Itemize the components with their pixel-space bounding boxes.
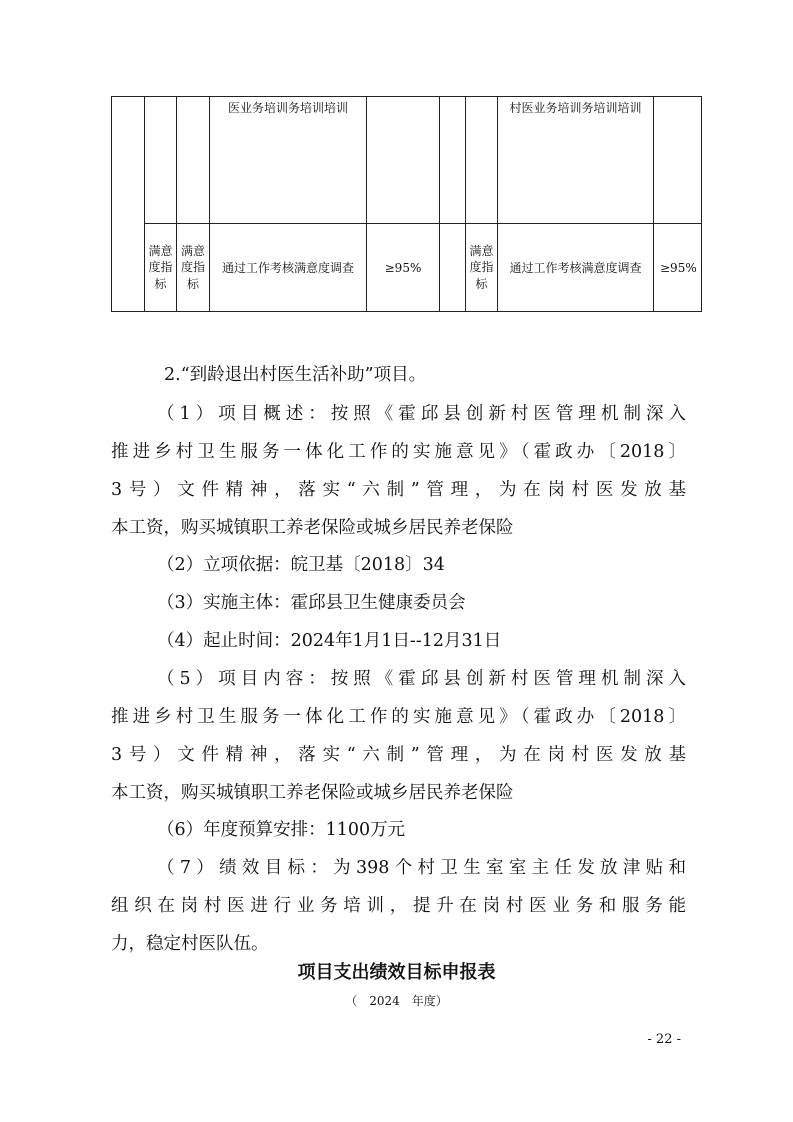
paragraph-line: （5）项目内容：按照《霍邱县创新村医管理机制深入 bbox=[157, 669, 686, 689]
satisfaction-text-left: 通过工作考核满意度调查 bbox=[210, 224, 367, 312]
paragraph-line: 力，稳定村医队伍。 bbox=[111, 934, 269, 954]
paragraph-line: 本工资，购买城镇职工养老保险或城乡居民养老保险 bbox=[111, 783, 514, 803]
table-cell-empty bbox=[112, 97, 145, 312]
paragraph-line: 推进乡村卫生服务一体化工作的实施意见》（霍政办〔2018〕 bbox=[111, 707, 686, 727]
paragraph-line: （1）项目概述：按照《霍邱县创新村医管理机制深入 bbox=[157, 404, 686, 424]
paragraph-line: （6）年度预算安排：1100万元 bbox=[157, 820, 406, 840]
table-cell-empty bbox=[440, 97, 466, 224]
table-row bbox=[112, 224, 702, 312]
table-row bbox=[112, 97, 702, 224]
paragraph-line: 组织在岗村医进行业务培训，提升在岗村医业务和服务能 bbox=[111, 896, 686, 916]
paragraph-line: 3号）文件精神，落实“六制”管理，为在岗村医发放基 bbox=[111, 480, 686, 500]
satisfaction-indicator-label: 满意度指标 bbox=[177, 224, 210, 312]
page-number: - 22 - bbox=[647, 1032, 681, 1047]
paragraph-line: （3）实施主体：霍邱县卫生健康委员会 bbox=[157, 593, 466, 613]
table-cell-empty bbox=[177, 97, 210, 224]
indicator-text-right: 村医业务培训务培训培训 bbox=[498, 97, 654, 224]
table-cell-empty bbox=[145, 97, 177, 224]
table-cell-empty bbox=[466, 97, 498, 224]
table-cell-empty bbox=[654, 97, 702, 224]
paragraph-line: （4）起止时间：2024年1月1日--12月31日 bbox=[157, 631, 502, 651]
satisfaction-indicator-label: 满意度指标 bbox=[466, 224, 498, 312]
satisfaction-value-left: ≥95% bbox=[367, 224, 440, 312]
paragraph-line: 推进乡村卫生服务一体化工作的实施意见》（霍政办〔2018〕 bbox=[111, 442, 686, 462]
paragraph-line: 本工资，购买城镇职工养老保险或城乡居民养老保险 bbox=[111, 518, 514, 538]
report-title: 项目支出绩效目标申报表 bbox=[297, 962, 496, 983]
table-cell-empty bbox=[367, 97, 440, 224]
indicator-text-left: 医业务培训务培训培训 bbox=[210, 97, 367, 224]
section-heading: 2.“到龄退出村医生活补助”项目。 bbox=[164, 365, 427, 385]
paragraph-line: （7）绩效目标：为398个村卫生室室主任发放津贴和 bbox=[157, 858, 686, 878]
performance-table bbox=[111, 96, 702, 312]
satisfaction-text-right: 通过工作考核满意度调查 bbox=[498, 224, 654, 312]
satisfaction-indicator-label: 满意度指标 bbox=[145, 224, 177, 312]
paragraph-line: 3号）文件精神，落实“六制”管理，为在岗村医发放基 bbox=[111, 745, 686, 765]
satisfaction-value-right: ≥95% bbox=[654, 224, 702, 312]
table-cell-empty bbox=[440, 224, 466, 312]
paragraph-line: （2）立项依据：皖卫基〔2018〕34 bbox=[157, 555, 445, 575]
report-subtitle: （ 2024 年度） bbox=[345, 994, 448, 1008]
